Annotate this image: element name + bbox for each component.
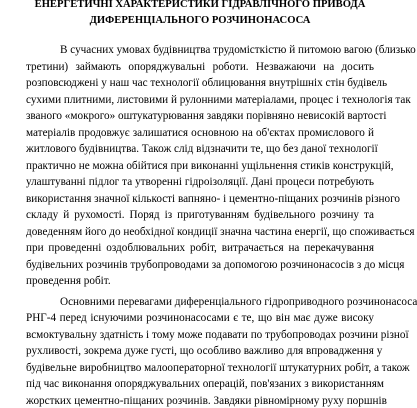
paragraph-line: матеріалів продовжує залишатися основною на об'єктах промислового й — [26, 126, 374, 139]
paragraph-line: проведення робіт. — [26, 275, 111, 287]
paragraph-line: розповсюджені у наш час технології облицювання внутрішніх стін будівель — [26, 77, 388, 89]
paragraph-line: житлового будівництва. Також слід відзначити те, що без даної технології — [26, 143, 378, 155]
paragraph-line: жорстких цементно-піщаних розчинів. Завдяки рівномірному руху поршнів — [26, 394, 387, 407]
paragraph-line: всмоктувальну здатність і тому може подавати по трубопроводах розчини різної — [26, 328, 409, 341]
paragraph-line: рухливості, зокрема дуже густі, що особливо важливо для впровадження у — [26, 345, 383, 357]
paragraph-line: при проведенні оздоблювальних робіт, витрачається на перекачування — [26, 242, 374, 254]
paragraph-line: третини) займають опоряджувальні роботи. Незважаючи на досить — [26, 60, 374, 73]
document-title-line-1: ЕНЕРГЕТИЧНІ ХАРАКТЕРИСТИКИ ГІДРАВЛІЧНОГО ПРИВОДА — [34, 0, 366, 10]
paragraph-line: РНГ-4 перед існуючими розчинонасосами є те, що він має дуже високу — [26, 312, 374, 324]
paragraph-line: використання значної кількості вапняно- і цементно-піщаних розчинів різного — [26, 192, 401, 205]
paragraph-line: під час виконання опоряджувальних операцій, пов'язаних з використанням — [26, 378, 384, 390]
document-title-line-2: ДИФЕРЕНЦІАЛЬНОГО РОЗЧИНОНАСОСА — [89, 15, 311, 26]
paragraph-line: званого «мокрого» оштукатурювання завдяки порівняно невисокій вартості — [26, 110, 387, 122]
paragraph-line: складу й рухомості. Поряд із приготуванням будівельного розчину та — [26, 209, 374, 221]
paragraph-line: Основними перевагами диференціального гідроприводного розчинонасоса — [60, 295, 417, 308]
paragraph-line: сухими плитними, листовими й рулонними матеріалами, процес і технологія так — [26, 93, 411, 106]
paragraph-line: практично не можна обійтися при виконанні ущільнення стиків конструкцій, — [26, 159, 394, 172]
paragraph-line: будівельне виробництво малооператорної технології штукатурних робіт, а також — [26, 361, 410, 374]
paragraph-line: улаштуванні підлог та утворенні гідроізоляції. Дані процеси потребують — [26, 176, 374, 188]
paragraph-line: будівельних розчинів трубопроводами за допомогою розчинонасосів з до місця — [26, 258, 405, 271]
paragraph-line: доведенням його до необхідної кондиції значна частина енергії, що споживається — [26, 225, 415, 238]
paragraph-line: В сучасних умовах будівництва трудомісткістю й питомою вагою (близько — [60, 44, 416, 56]
